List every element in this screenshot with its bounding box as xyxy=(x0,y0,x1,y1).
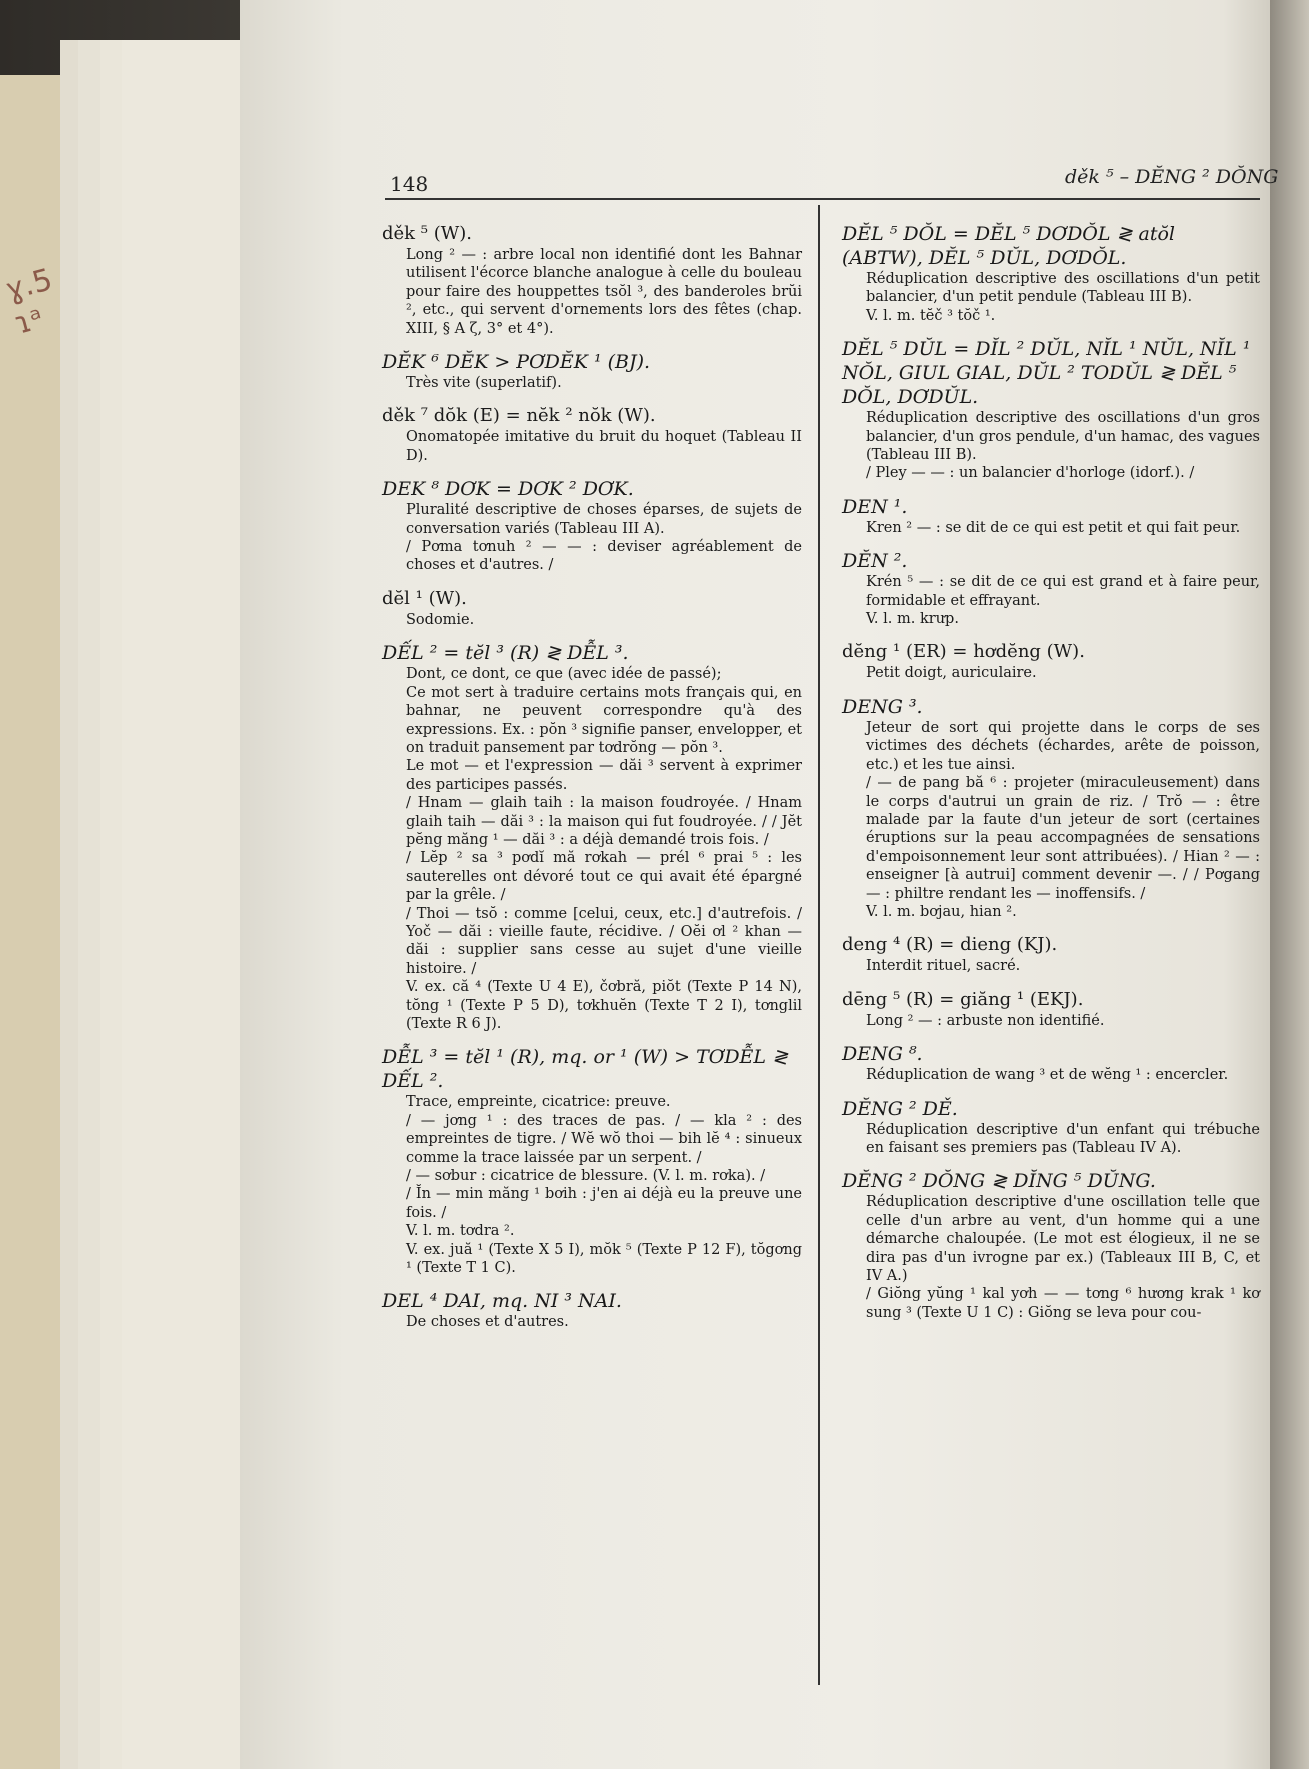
left-column xyxy=(382,222,802,1344)
entry-headword: DĔNG ² DŎNG ≷ DĬNG ⁵ DŬNG. xyxy=(842,1170,1156,1193)
entry-line: Krén ⁵ — : se dit de ce qui est grand et à faire peur, formidable et effrayant. xyxy=(866,574,1260,609)
dictionary-entry xyxy=(382,222,802,338)
entry-body xyxy=(406,501,802,575)
dictionary-entry xyxy=(842,337,1260,483)
entry-line: / — jơng ¹ : des traces de pas. / — kla ² : des empreintes de tigre. / Wĕ wŏ thoi — bih lĕ ⁴ : sinueux comme la trace laissée par un serpent. / xyxy=(406,1112,802,1166)
entry-line: / Giŏng yŭng ¹ kal yơh — — tơng ⁶ hương krak ¹ kơ sung ³ (Texte U 1 C) : Giŏng se leva pour cou- xyxy=(866,1286,1260,1321)
entry-line: Trace, empreinte, cicatrice: preuve. xyxy=(406,1094,671,1111)
entry-headword: DENG ⁸. xyxy=(842,1043,923,1066)
entry-body xyxy=(866,573,1260,628)
entry-line: V. l. m. krưp. xyxy=(866,611,959,628)
entry-body xyxy=(866,1193,1260,1322)
running-head: děk ⁵ – DĔNG ² DŎNG xyxy=(1065,166,1279,188)
handwritten-note: ɣ.5 ɿᵃ xyxy=(1,262,56,342)
entry-body xyxy=(406,1313,802,1331)
entry-body xyxy=(866,270,1260,325)
entry-line: Onomatopée imitative du bruit du hoquet (Tableau II D). xyxy=(406,429,802,464)
entry-headword: DỄL ³ = tĕl ¹ (R), mq. or ¹ (W) > TƠDỄL ≷ DẾL ². xyxy=(382,1046,788,1093)
entry-headword: DENG ³. xyxy=(842,695,923,718)
dictionary-entry xyxy=(842,1169,1260,1322)
dictionary-entry xyxy=(842,495,1260,537)
entry-line: V. l. m. bơjau, hian ². xyxy=(866,903,1017,920)
entry-line: Très vite (superlatif). xyxy=(406,375,562,392)
page-number: 148 xyxy=(390,172,429,196)
entry-headword: DĔK ⁶ DĔK > PƠDĔK ¹ (BJ). xyxy=(382,351,651,374)
entry-body xyxy=(866,1012,1260,1030)
entry-headword: děk ⁷ dŏk (E) = nĕk ² nŏk (W). xyxy=(382,405,656,427)
entry-headword: DĔN ². xyxy=(842,550,908,573)
entry-body xyxy=(866,664,1260,682)
dictionary-entry xyxy=(842,695,1260,921)
entry-body xyxy=(406,665,802,1033)
entry-headword: DEN ¹. xyxy=(842,495,908,518)
entry-headword: DẾL ² = tĕl ³ (R) ≷ DỄL ³. xyxy=(382,642,629,665)
entry-line: V. ex. că ⁴ (Texte U 4 E), čơbră, piŏt (Texte P 14 N), tŏng ¹ (Texte P 5 D), tơkhuĕn (Texte T 2 I), tơnglil (Texte R 6 J). xyxy=(406,979,802,1032)
entry-line: Réduplication descriptive d'une oscillation telle que celle d'un arbre au vent, d'un homme qui a une démarche chaloupée. (Le mot est élogieux, il ne se dira pas d'un ivrogne par ex.) (Tableaux III B, C, et IV A.) xyxy=(866,1194,1260,1284)
entry-body xyxy=(866,1066,1260,1084)
dictionary-entry xyxy=(842,988,1260,1030)
entry-line: De choses et d'autres. xyxy=(406,1314,569,1331)
entry-line: / Thoi — tsŏ : comme [celui, ceux, etc.] d'autrefois. / Yoč — dăi : vieille faute, récidive. / Oĕi ơl ² khan — dăi : supplier sans cesse au sujet d'une vieille histoire. / xyxy=(406,905,802,977)
column-divider xyxy=(818,205,820,1685)
entry-line: V. l. m. tơdra ². xyxy=(406,1223,515,1240)
entry-body xyxy=(866,1121,1260,1158)
dictionary-entry xyxy=(382,587,802,629)
entry-headword: dĕl ¹ (W). xyxy=(382,587,467,609)
dictionary-entry xyxy=(842,549,1260,628)
entry-line: Réduplication descriptive des oscillations d'un gros balancier, d'un gros pendule, d'un hamac, des vagues (Tableau III B). xyxy=(866,410,1260,464)
header-rule xyxy=(385,198,1260,200)
entry-line: / Pơma tơnuh ² — — : deviser agréablement de choses et d'autres. / xyxy=(406,539,802,574)
dictionary-entry xyxy=(382,1289,802,1331)
entry-line: / — de pang bă ⁶ : projeter (miraculeusement) dans le corps d'autrui un grain de riz. / Trŏ — : être malade par la faute d'un jeteur de sort (certaines éruptions sur la peau accompagnées de sensations d'empoisonnement leur sont attribuées). / Hian ² — : enseigner [à autrui] comment devenir —. / / Pơgang — : philtre rendant les — inoffensifs. / xyxy=(866,775,1260,902)
dictionary-entry xyxy=(382,350,802,392)
entry-line: Long ² — : arbre local non identifié dont les Bahnar utilisent l'écorce blanche analogue à celle du bouleau pour faire des houppettes tsŏl ³, des banderoles brŭi ², etc., qui servent d'ornements lors des fêtes (chap. XIII, § A ζ, 3° et 4°). xyxy=(406,247,802,337)
entry-body xyxy=(406,611,802,629)
entry-line: / Lĕp ² sa ³ pơdĭ mă rơkah — prél ⁶ prai ⁵ : les sauterelles ont dévoré tout ce qui avait été épargné par la grêle. / xyxy=(406,850,802,904)
entry-line: Interdit rituel, sacré. xyxy=(866,958,1021,975)
entry-line: Réduplication descriptive des oscillations d'un petit balancier, d'un petit pendule (Tableau III B). xyxy=(866,271,1260,306)
entry-headword: DĔL ⁵ DŎL = DĔL ⁵ DƠDŎL ≷ atŏl (ABTW), DĔL ⁵ DŬL, DƠDŎL. xyxy=(842,223,1175,269)
entry-line: Long ² — : arbuste non identifié. xyxy=(866,1012,1105,1029)
entry-headword: dēng ⁵ (R) = giăng ¹ (EKJ). xyxy=(842,988,1084,1010)
entry-line: V. ex. juă ¹ (Texte X 5 I), mŏk ⁵ (Texte P 12 F), tŏgơng ¹ (Texte T 1 C). xyxy=(406,1241,802,1277)
entry-body xyxy=(406,1093,802,1277)
entry-headword: DEK ⁸ DƠK = DƠK ² DƠK. xyxy=(382,478,634,501)
dictionary-entry xyxy=(842,1097,1260,1158)
entry-line: / Ĭn — min măng ¹ bơih : j'en ai déjà eu la preuve une fois. / xyxy=(406,1186,802,1221)
dictionary-entry xyxy=(382,477,802,575)
entry-line: Pluralité descriptive de choses éparses, de sujets de conversation variés (Tableau III A). xyxy=(406,502,802,537)
entry-headword: dĕng ¹ (ER) = hơdĕng (W). xyxy=(842,641,1085,663)
entry-line: Petit doigt, auriculaire. xyxy=(866,665,1037,682)
dictionary-entry xyxy=(382,1045,802,1277)
dictionary-entry xyxy=(842,1042,1260,1084)
entry-headword: DEL ⁴ DAI, mq. NI ³ NAI. xyxy=(382,1290,622,1313)
dictionary-entry xyxy=(842,640,1260,682)
entry-line: Sodomie. xyxy=(406,611,475,628)
dictionary-entry xyxy=(382,641,802,1033)
entry-line: Jeteur de sort qui projette dans le corps de ses victimes des déchets (échardes, arête de poisson, etc.) et les tue ainsi. xyxy=(866,719,1260,773)
entry-line: V. l. m. tĕč ³ tŏč ¹. xyxy=(866,307,996,324)
page-stack xyxy=(122,40,241,1769)
entry-body xyxy=(406,246,802,338)
dictionary-entry xyxy=(382,404,802,465)
entry-line: / Hnam — glaih taih : la maison foudroyée. / Hnam glaih taih — dăi ³ : la maison qui fut foudroyée. / / Jĕt pĕng măng ¹ — dăi ³ : a déjà demandé trois fois. / xyxy=(406,795,802,848)
facing-page-edge xyxy=(1270,0,1309,1769)
right-column xyxy=(842,222,1260,1334)
entry-body xyxy=(406,374,802,392)
entry-line: Réduplication descriptive d'un enfant qui trébuche en faisant ses premiers pas (Tableau IV A). xyxy=(866,1121,1260,1156)
entry-line: / — sơbur : cicatrice de blessure. (V. l. m. rơka). / xyxy=(406,1168,766,1185)
entry-headword: DĔNG ² DĚ. xyxy=(842,1097,958,1120)
entry-headword: deng ⁴ (R) = dieng (KJ). xyxy=(842,934,1058,956)
entry-body xyxy=(866,957,1260,975)
entry-headword: děk ⁵ (W). xyxy=(382,223,473,244)
entry-body xyxy=(406,428,802,465)
entry-line: / Pley — — : un balancier d'horloge (idorf.). / xyxy=(866,465,1195,482)
entry-line: Dont, ce dont, ce que (avec idée de passé); xyxy=(406,666,722,683)
entry-headword: DĔL ⁵ DŬL = DĬL ² DŬL, NĬL ¹ NŬL, NĬL ¹ NŎL, GIUL GIAL, DŬL ² TODŬL ≷ DĔL ⁵ DŎL, DƠDŬL. xyxy=(842,338,1251,409)
entry-line: Réduplication de wang ³ et de wĕng ¹ : encercler. xyxy=(866,1067,1229,1084)
entry-line: Ce mot sert à traduire certains mots français qui, en bahnar, ne peuvent correspondre qu'à des expressions. Ex. : pŏn ³ signifie panser, envelopper, et on traduit pansement par tơdrŏng — pŏn ³. xyxy=(406,684,802,756)
dictionary-entry xyxy=(842,933,1260,975)
entry-body xyxy=(866,519,1260,537)
entry-line: Le mot — et l'expression — dăi ³ servent à exprimer des participes passés. xyxy=(406,758,802,793)
entry-line: Kren ² — : se dit de ce qui est petit et qui fait peur. xyxy=(866,519,1241,536)
entry-body xyxy=(866,409,1260,483)
entry-body xyxy=(866,719,1260,921)
dictionary-entry xyxy=(842,222,1260,325)
